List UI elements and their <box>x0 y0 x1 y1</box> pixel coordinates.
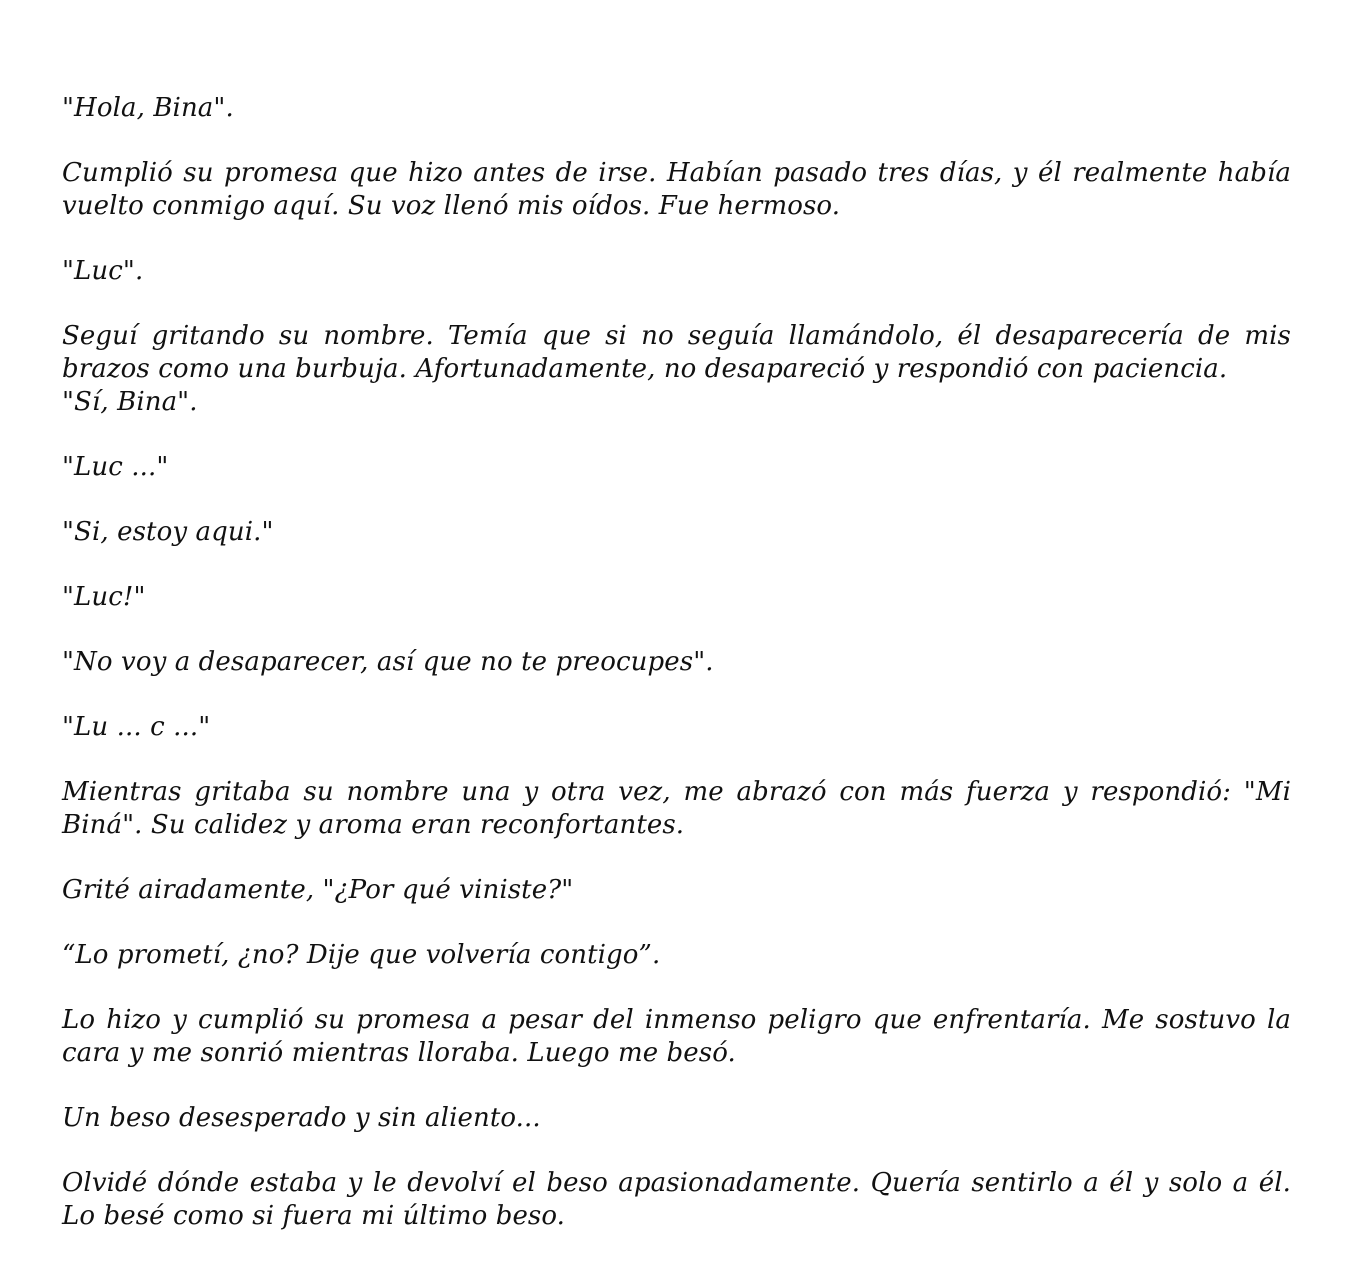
paragraph-line: "Sí, Bina". <box>62 387 198 417</box>
paragraph-5 <box>62 451 1291 484</box>
paragraph-2 <box>62 157 1291 223</box>
paragraph-8 <box>62 646 1291 679</box>
paragraph-line: "Luc!" <box>62 582 146 612</box>
paragraph-line: "Luc". <box>62 256 144 286</box>
paragraph-3 <box>62 255 1291 288</box>
paragraph-12 <box>62 939 1291 972</box>
paragraph-line: "Luc ..." <box>62 452 169 482</box>
paragraph-line: Grité airadamente, "¿Por qué viniste?" <box>62 875 574 905</box>
paragraph-line: Lo hizo y cumplió su promesa a pesar del inmenso peligro que enfrentaría. Me sostuvo la cara y me sonrió mientras lloraba. Luego me besó. <box>62 1005 1291 1068</box>
paragraph-line: "Hola, Bina". <box>62 93 234 123</box>
paragraph-7 <box>62 581 1291 614</box>
paragraph-line: Cumplió su promesa que hizo antes de irse. Habían pasado tres días, y él realmente había vuelto conmigo aquí. Su voz llenó mis oídos. Fue hermoso. <box>62 158 1291 221</box>
paragraph-10 <box>62 776 1291 842</box>
paragraph-line: Un beso desesperado y sin aliento... <box>62 1103 541 1133</box>
paragraph-11 <box>62 874 1291 907</box>
paragraph-line: "Si, estoy aqui." <box>62 517 274 547</box>
paragraph-line: Mientras gritaba su nombre una y otra vez, me abrazó con más fuerza y respondió: "Mi Biná". Su calidez y aroma eran reconfortantes. <box>62 777 1291 840</box>
paragraph-line: “Lo prometí, ¿no? Dije que volvería contigo”. <box>62 940 661 970</box>
paragraph-line: "No voy a desaparecer, así que no te preocupes". <box>62 647 714 677</box>
paragraph-line: Seguí gritando su nombre. Temía que si no seguía llamándolo, él desaparecería de mis brazos como una burbuja. Afortunadamente, no desapareció y respondió con paciencia. <box>62 321 1291 384</box>
paragraph-9 <box>62 711 1291 744</box>
paragraph-14 <box>62 1102 1291 1135</box>
paragraph-line: Olvidé dónde estaba y le devolví el beso apasionadamente. Quería sentirlo a él y solo a él. Lo besé como si fuera mi último beso. <box>62 1168 1291 1231</box>
document-page <box>62 92 1291 1265</box>
paragraph-4 <box>62 320 1291 419</box>
paragraph-6 <box>62 516 1291 549</box>
paragraph-13 <box>62 1004 1291 1070</box>
paragraph-15 <box>62 1167 1291 1233</box>
paragraph-1 <box>62 92 1291 125</box>
paragraph-line: "Lu ... c ..." <box>62 712 211 742</box>
